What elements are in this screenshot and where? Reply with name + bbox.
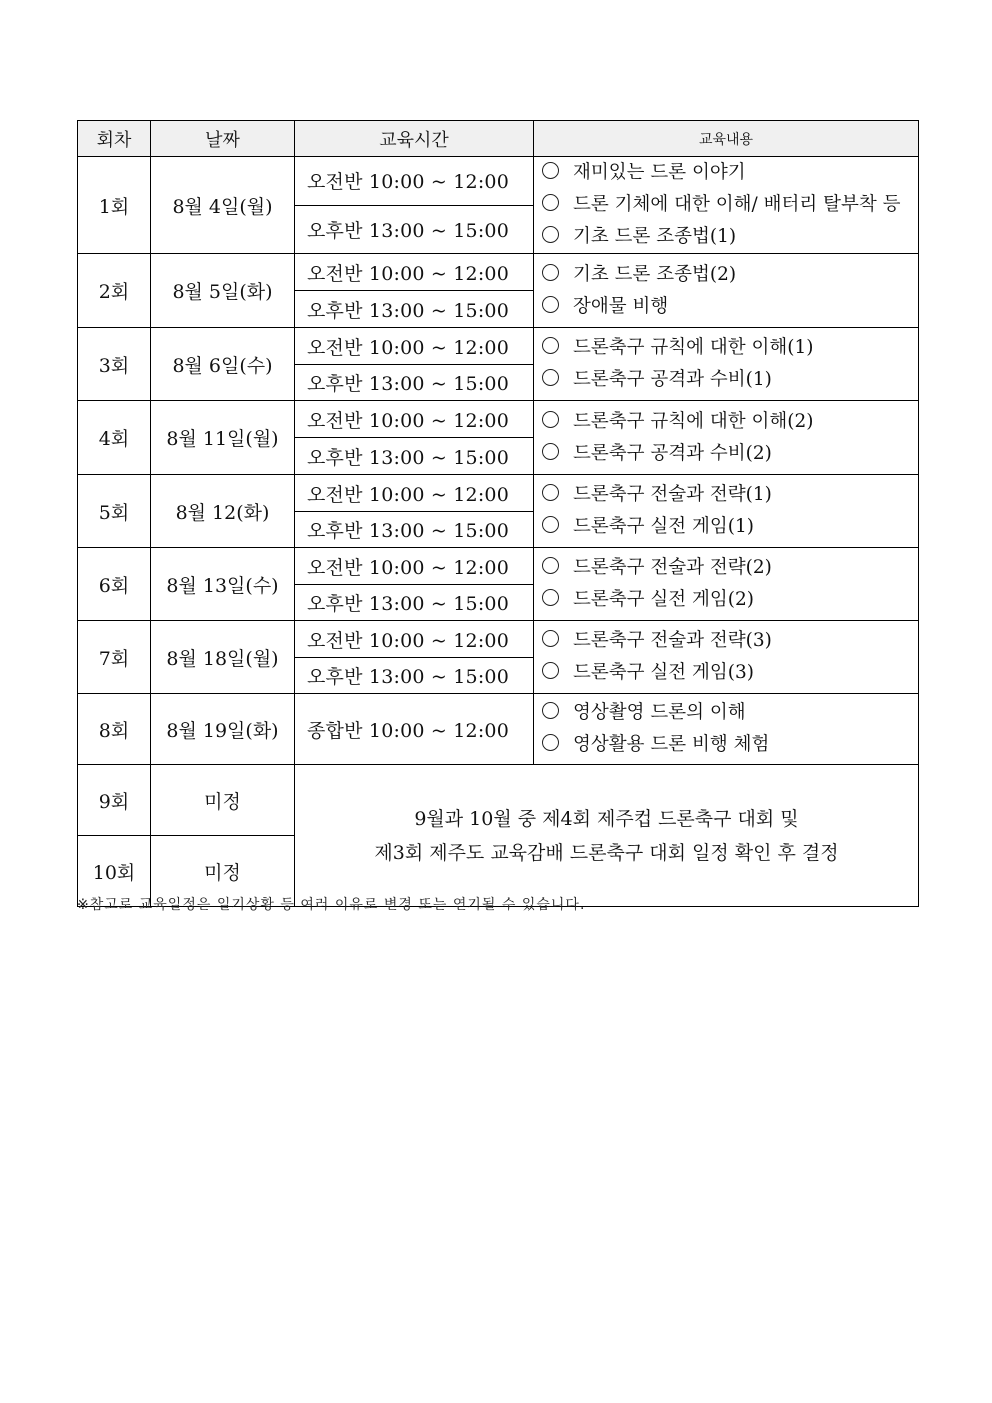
content-item-text: 영상활용 드론 비행 체험 (573, 734, 770, 755)
tbd-note-line: 9월과 10월 중 제4회 제주컵 드론축구 대회 및 (414, 807, 799, 830)
content-item-text: 드론축구 실전 게임(1) (573, 516, 754, 537)
table-row (78, 621, 919, 658)
content-item (542, 552, 918, 584)
content-cell (534, 157, 919, 254)
content-item (542, 259, 918, 291)
table-row (78, 765, 919, 836)
time-combined-cell: 종합반 10:00 ~ 12:00 (295, 694, 534, 765)
content-cell (534, 621, 919, 694)
date-cell: 8월 18일(월) (151, 621, 295, 694)
time-am-cell: 오전반 10:00 ~ 12:00 (295, 328, 534, 365)
content-item-text: 드론축구 전술과 전략(3) (573, 630, 772, 651)
content-item-text: 드론축구 실전 게임(2) (573, 589, 754, 610)
schedule-table (77, 120, 919, 907)
content-item (542, 625, 918, 657)
circle-bullet-icon (542, 162, 559, 179)
table-row (78, 694, 919, 765)
time-am-cell: 오전반 10:00 ~ 12:00 (295, 401, 534, 438)
table-row (78, 328, 919, 365)
circle-bullet-icon (542, 630, 559, 647)
content-item-text: 드론축구 공격과 수비(2) (573, 442, 772, 464)
date-cell: 8월 5일(화) (151, 254, 295, 328)
content-cell (534, 548, 919, 621)
content-item (542, 438, 918, 470)
content-item-text: 영상촬영 드론의 이해 (573, 702, 746, 723)
table-row (78, 157, 919, 206)
header-date: 날짜 (151, 121, 295, 157)
table-row (78, 254, 919, 291)
content-cell (534, 475, 919, 548)
round-cell: 9회 (78, 765, 151, 836)
content-item-text: 드론축구 규칙에 대한 이해(2) (573, 410, 814, 432)
round-cell: 10회 (78, 836, 151, 907)
time-pm-cell: 오후반 13:00 ~ 15:00 (295, 365, 534, 401)
time-am-cell: 오전반 10:00 ~ 12:00 (295, 621, 534, 658)
content-item (542, 729, 918, 761)
date-cell: 미정 (151, 836, 295, 907)
content-item-text: 드론 기체에 대한 이해/ 배터리 탈부착 등 (573, 194, 901, 215)
circle-bullet-icon (542, 662, 559, 679)
content-item-text: 장애물 비행 (573, 295, 669, 317)
table-row (78, 475, 919, 512)
content-item-text: 기초 드론 조종법(2) (573, 263, 737, 285)
date-cell: 8월 19일(화) (151, 694, 295, 765)
header-row (78, 121, 919, 157)
content-item (542, 479, 918, 511)
content-item (542, 511, 918, 543)
circle-bullet-icon (542, 264, 559, 281)
content-item (542, 157, 918, 189)
round-cell: 8회 (78, 694, 151, 765)
round-cell: 2회 (78, 254, 151, 328)
table-row (78, 401, 919, 438)
table-row (78, 548, 919, 585)
tbd-note-cell (295, 765, 919, 907)
content-item (542, 657, 918, 689)
time-am-cell: 오전반 10:00 ~ 12:00 (295, 475, 534, 512)
circle-bullet-icon (542, 369, 559, 386)
date-cell: 8월 4일(월) (151, 157, 295, 254)
content-item (542, 364, 918, 396)
content-cell (534, 328, 919, 401)
date-cell: 미정 (151, 765, 295, 836)
circle-bullet-icon (542, 734, 559, 751)
header-round: 회차 (78, 121, 151, 157)
circle-bullet-icon (542, 484, 559, 501)
content-item-text: 재미있는 드론 이야기 (573, 162, 746, 183)
content-item-text: 드론축구 전술과 전략(2) (573, 557, 772, 578)
date-cell: 8월 11일(월) (151, 401, 295, 475)
circle-bullet-icon (542, 443, 559, 460)
circle-bullet-icon (542, 702, 559, 719)
time-am-cell: 오전반 10:00 ~ 12:00 (295, 548, 534, 585)
footnote: ※참고로 교육일정은 일기상황 등 여러 이유로 변경 또는 연기될 수 있습니다. (77, 897, 586, 913)
content-cell (534, 401, 919, 475)
date-cell: 8월 6일(수) (151, 328, 295, 401)
time-am-cell: 오전반 10:00 ~ 12:00 (295, 254, 534, 291)
content-cell (534, 254, 919, 328)
circle-bullet-icon (542, 516, 559, 533)
circle-bullet-icon (542, 194, 559, 211)
content-cell (534, 694, 919, 765)
circle-bullet-icon (542, 589, 559, 606)
date-cell: 8월 13일(수) (151, 548, 295, 621)
time-pm-cell: 오후반 13:00 ~ 15:00 (295, 291, 534, 328)
content-item-text: 기초 드론 조종법(1) (573, 226, 737, 247)
header-content: 교육내용 (534, 121, 919, 157)
header-time: 교육시간 (295, 121, 534, 157)
tbd-note-line: 제3회 제주도 교육감배 드론축구 대회 일정 확인 후 결정 (374, 841, 839, 864)
round-cell: 4회 (78, 401, 151, 475)
content-item (542, 332, 918, 364)
circle-bullet-icon (542, 337, 559, 354)
content-item-text: 드론축구 규칙에 대한 이해(1) (573, 337, 814, 358)
time-pm-cell: 오후반 13:00 ~ 15:00 (295, 438, 534, 475)
content-item (542, 584, 918, 616)
round-cell: 3회 (78, 328, 151, 401)
round-cell: 1회 (78, 157, 151, 254)
round-cell: 6회 (78, 548, 151, 621)
circle-bullet-icon (542, 296, 559, 313)
round-cell: 7회 (78, 621, 151, 694)
time-pm-cell: 오후반 13:00 ~ 15:00 (295, 512, 534, 548)
content-item (542, 189, 918, 221)
circle-bullet-icon (542, 557, 559, 574)
content-item (542, 221, 918, 253)
date-cell: 8월 12(화) (151, 475, 295, 548)
time-pm-cell: 오후반 13:00 ~ 15:00 (295, 585, 534, 621)
content-item-text: 드론축구 공격과 수비(1) (573, 369, 772, 390)
content-item-text: 드론축구 전술과 전략(1) (573, 484, 772, 505)
content-item-text: 드론축구 실전 게임(3) (573, 662, 754, 683)
time-am-cell: 오전반 10:00 ~ 12:00 (295, 157, 534, 206)
circle-bullet-icon (542, 226, 559, 243)
content-item (542, 291, 918, 323)
round-cell: 5회 (78, 475, 151, 548)
content-item (542, 697, 918, 729)
time-pm-cell: 오후반 13:00 ~ 15:00 (295, 658, 534, 694)
time-pm-cell: 오후반 13:00 ~ 15:00 (295, 205, 534, 254)
content-item (542, 406, 918, 438)
circle-bullet-icon (542, 411, 559, 428)
